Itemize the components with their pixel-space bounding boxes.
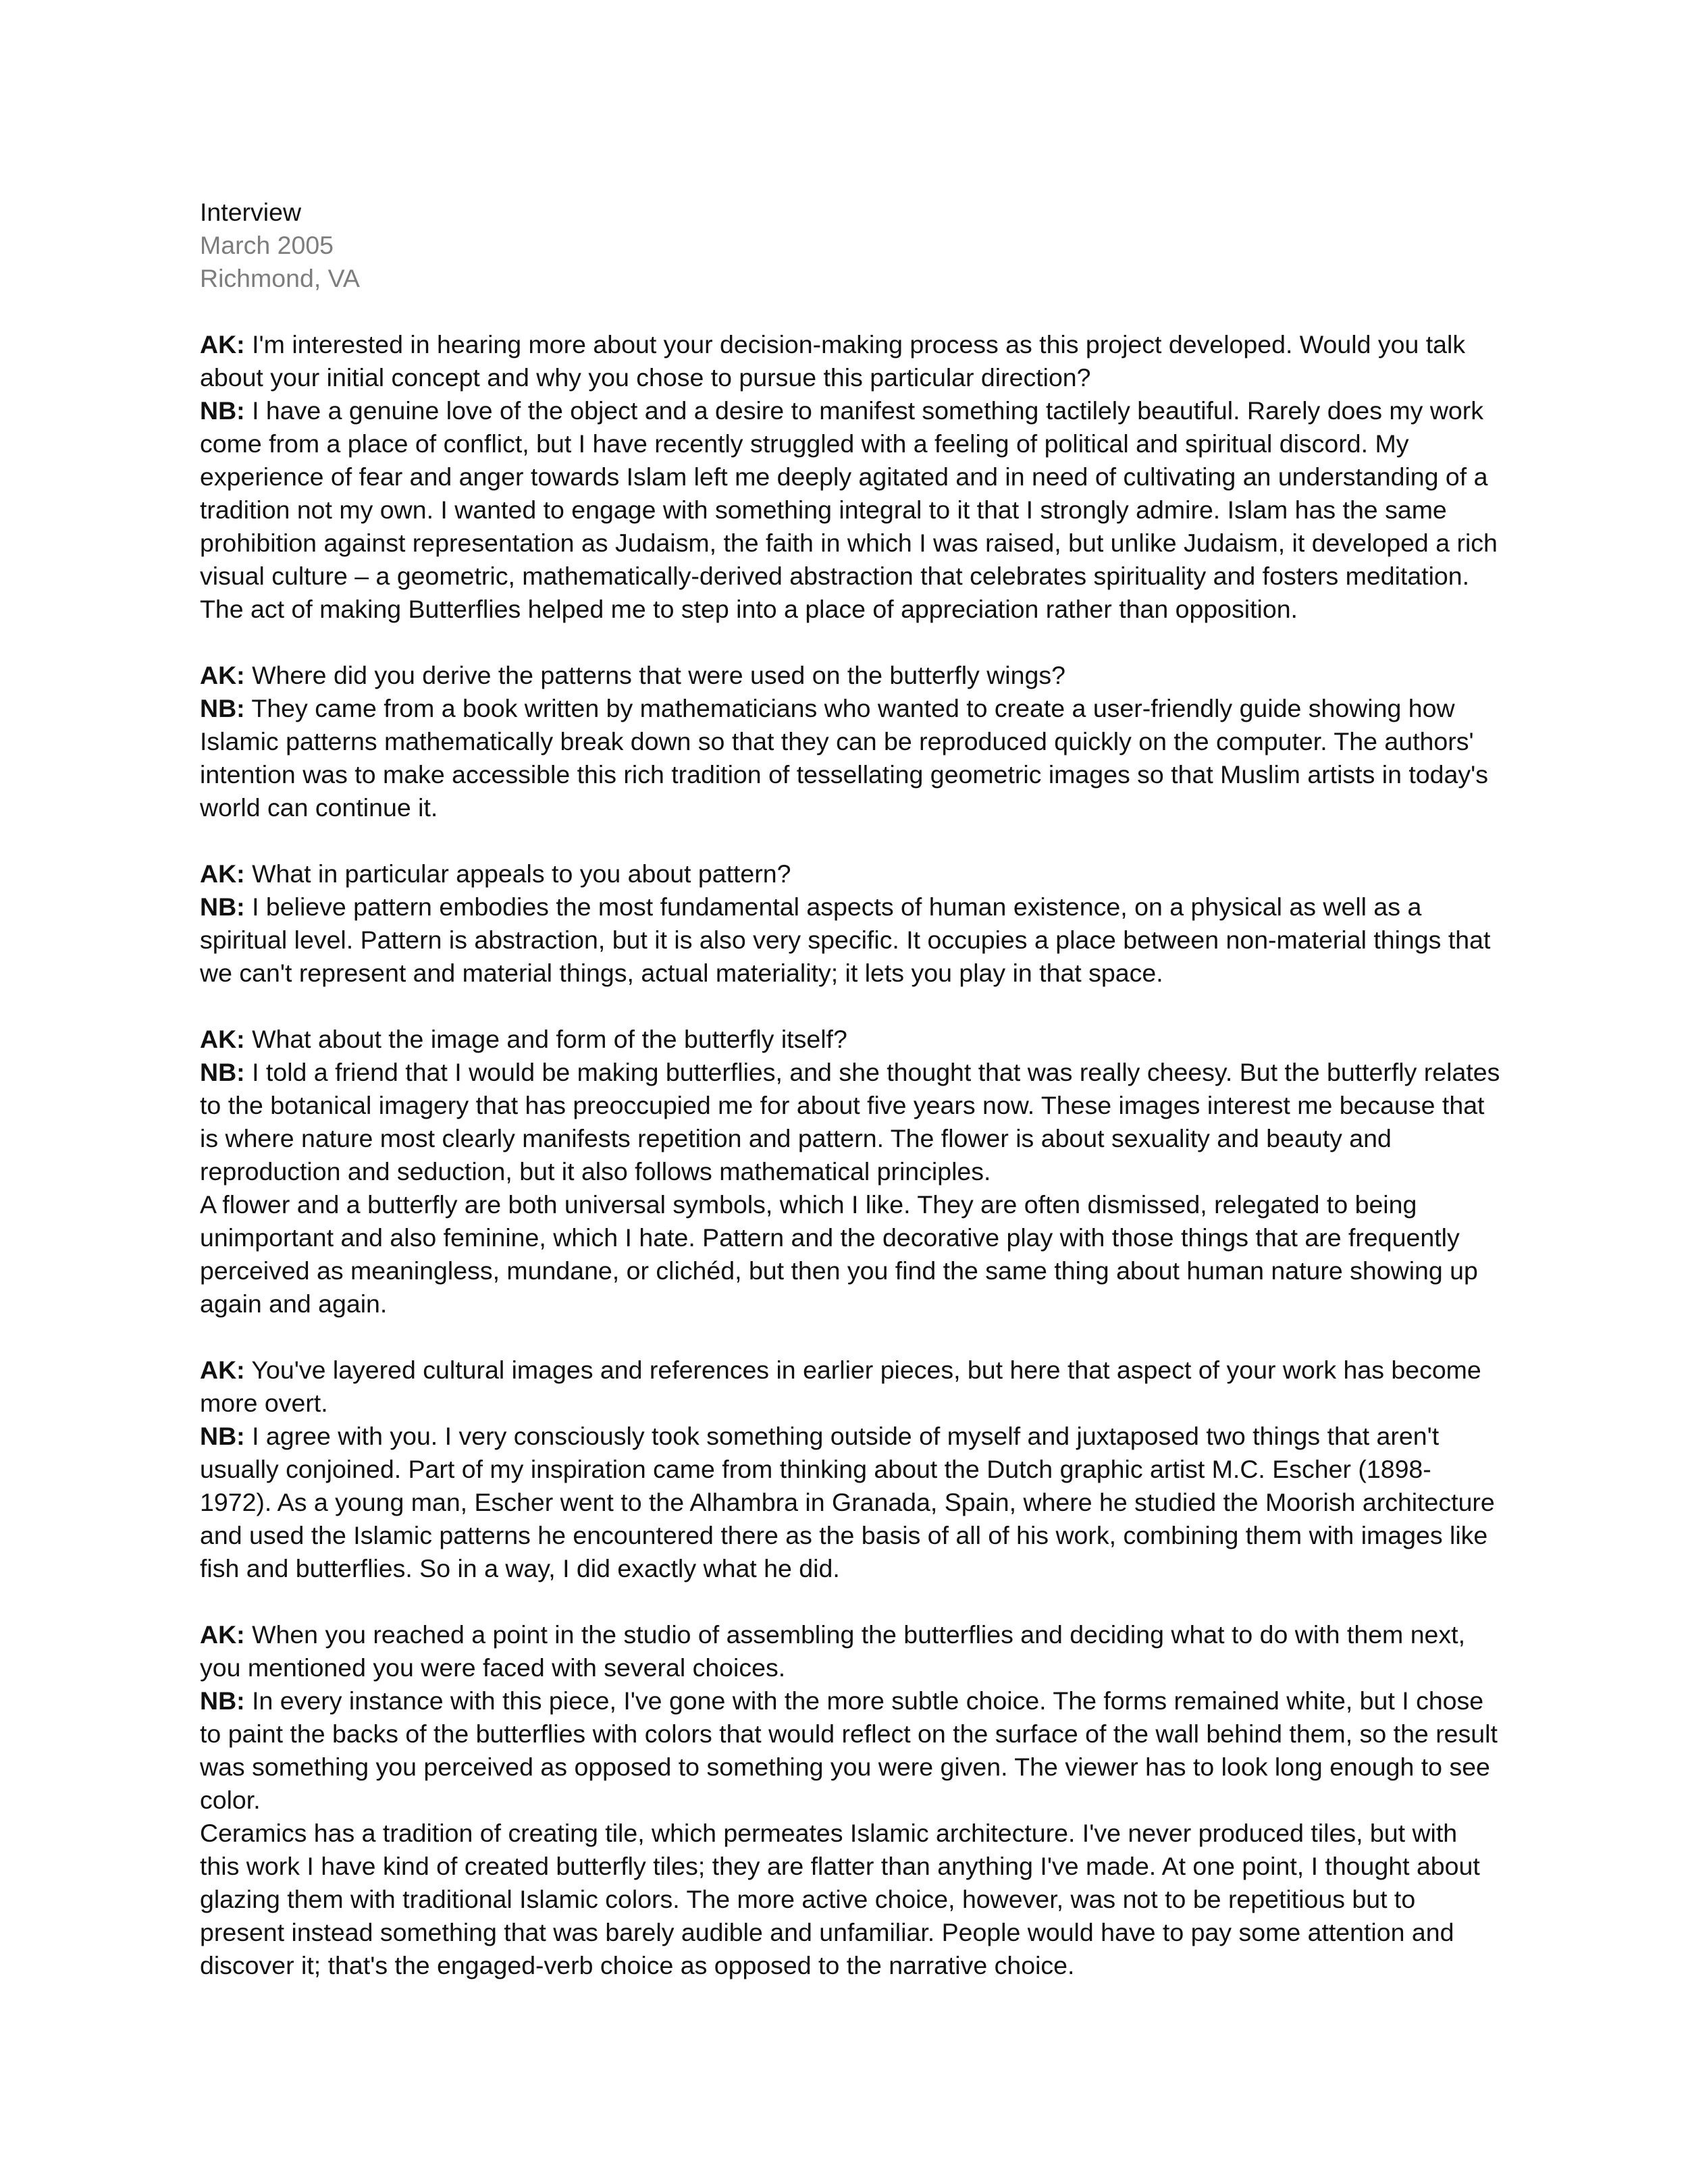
exchange <box>200 857 1503 990</box>
answer-text: I agree with you. I very consciously took something outside of myself and juxtaposed two things that aren't usually conjoined. Part of my inspiration came from thinking about the Dutch graphic artist M.C. Escher (1898-1972). As a young man, Escher went to the Alhambra in Granada, Spain, where he studied the Moorish architecture and used the Islamic patterns he encountered there as the basis of all of his work, combining them with images like fish and butterflies. So in a way, I did exactly what he did. <box>200 1422 1495 1582</box>
speaker-label-artist: NB: <box>200 694 245 722</box>
speaker-label-artist: NB: <box>200 1058 245 1086</box>
interview-location: Richmond, VA <box>200 264 360 292</box>
speaker-label-interviewer: AK: <box>200 1025 245 1053</box>
question <box>200 1618 1503 1684</box>
speaker-label-interviewer: AK: <box>200 330 245 358</box>
speaker-label-artist: NB: <box>200 1422 245 1450</box>
question <box>200 1354 1503 1420</box>
question-text: What about the image and form of the butterfly itself? <box>252 1025 847 1053</box>
answer <box>200 394 1503 626</box>
question-text: I'm interested in hearing more about your decision-making process as this project developed. Would you talk about your initial concept and why you chose to pursue this particular direction? <box>200 330 1466 392</box>
answer-text: In every instance with this piece, I've gone with the more subtle choice. The forms remained white, but I chose to paint the backs of the butterflies with colors that would reflect on the surface of the wall behind them, so the result was something you perceived as opposed to something you were given. The viewer has to look long enough to see color. <box>200 1686 1498 1814</box>
question <box>200 1023 1503 1056</box>
answer <box>200 1056 1503 1188</box>
speaker-label-interviewer: AK: <box>200 661 245 689</box>
question <box>200 328 1503 394</box>
answer-text: They came from a book written by mathematicians who wanted to create a user-friendly guide showing how Islamic patterns mathematically break down so that they can be reproduced quickly on the computer. The authors' intention was to make accessible this rich tradition of tessellating geometric images so that Muslim artists in today's world can continue it. <box>200 694 1488 822</box>
document-body <box>200 196 1503 1982</box>
question <box>200 659 1503 692</box>
exchange <box>200 1023 1503 1321</box>
answer <box>200 692 1503 824</box>
exchange <box>200 659 1503 824</box>
question-text: What in particular appeals to you about pattern? <box>252 859 791 888</box>
speaker-label-interviewer: AK: <box>200 1620 245 1649</box>
answer-text: I believe pattern embodies the most fundamental aspects of human existence, on a physical as well as a spiritual level. Pattern is abstraction, but it is also very specific. It occupies a place between non-material things that we can't represent and material things, actual materiality; it lets you play in that space. <box>200 893 1491 987</box>
answer-text: I have a genuine love of the object and a desire to manifest something tactilely beautiful. Rarely does my work come from a place of conflict, but I have recently struggled with a feeling of political and spiritual discord. My experience of fear and anger towards Islam left me deeply agitated and in need of cultivating an understanding of a tradition not my own. I wanted to engage with something integral to it that I strongly admire. Islam has the same prohibition against representation as Judaism, the faith in which I was raised, but unlike Judaism, it developed a rich visual culture – a geometric, mathematically-derived abstraction that celebrates spirituality and fosters meditation. The act of making Butterflies helped me to step into a place of appreciation rather than opposition. <box>200 396 1498 623</box>
speaker-label-interviewer: AK: <box>200 859 245 888</box>
answer <box>200 890 1503 990</box>
answer-continuation: A flower and a butterfly are both universal symbols, which I like. They are often dismissed, relegated to being unimportant and also feminine, which I hate. Pattern and the decorative play with those things that are frequently perceived as meaningless, mundane, or clichéd, but then you find the same thing about human nature showing up again and again. <box>200 1190 1478 1318</box>
question-text: You've layered cultural images and references in earlier pieces, but here that aspect of your work has become more overt. <box>200 1356 1481 1417</box>
speaker-label-artist: NB: <box>200 893 245 921</box>
question-text: Where did you derive the patterns that were used on the butterfly wings? <box>252 661 1065 689</box>
speaker-label-artist: NB: <box>200 396 245 425</box>
speaker-label-interviewer: AK: <box>200 1356 245 1384</box>
document-header <box>200 196 1503 295</box>
answer <box>200 1420 1503 1585</box>
answer-text: I told a friend that I would be making butterflies, and she thought that was really cheesy. But the butterfly relates to the botanical imagery that has preoccupied me for about five years now. These images interest me because that is where nature most clearly manifests repetition and pattern. The flower is about sexuality and beauty and reproduction and seduction, but it also follows mathematical principles. <box>200 1058 1500 1186</box>
exchange <box>200 1618 1503 1982</box>
interview-date: March 2005 <box>200 231 334 259</box>
question <box>200 857 1503 890</box>
answer-continuation: Ceramics has a tradition of creating tile, which permeates Islamic architecture. I've never produced tiles, but with this work I have kind of created butterfly tiles; they are flatter than anything I've made. At one point, I thought about glazing them with traditional Islamic colors. The more active choice, however, was not to be repetitious but to present instead something that was barely audible and unfamiliar. People would have to pay some attention and discover it; that's the engaged-verb choice as opposed to the narrative choice. <box>200 1819 1480 1979</box>
speaker-label-artist: NB: <box>200 1686 245 1715</box>
exchange <box>200 1354 1503 1585</box>
exchange <box>200 328 1503 626</box>
document-title: Interview <box>200 198 302 226</box>
question-text: When you reached a point in the studio of assembling the butterflies and deciding what to do with them next, you mentioned you were faced with several choices. <box>200 1620 1466 1682</box>
answer <box>200 1684 1503 1817</box>
